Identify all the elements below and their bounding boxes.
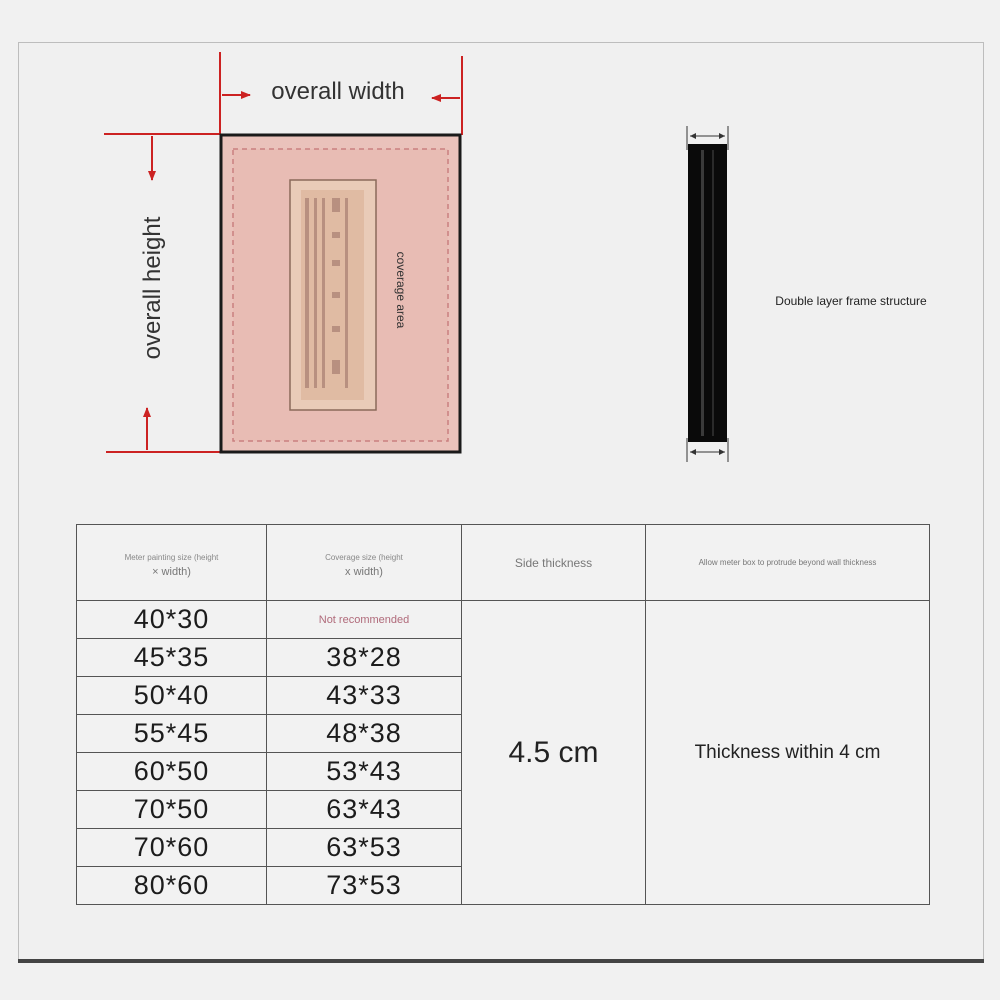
meter-size-cell: 70*50 xyxy=(77,791,267,829)
meter-size-cell: 60*50 xyxy=(77,753,267,791)
frame-profile xyxy=(687,126,728,462)
table-row xyxy=(77,601,930,639)
meter-size-cell: 55*45 xyxy=(77,715,267,753)
header-coverage-size: Coverage size (height x width) xyxy=(267,525,462,601)
size-spec-table xyxy=(76,524,930,905)
overall-height-label: overall height xyxy=(139,216,166,360)
overall-width-label: overall width xyxy=(271,78,405,105)
coverage-area-label: coverage area xyxy=(394,251,408,329)
header-meter-size: Meter painting size (height × width) xyxy=(77,525,267,601)
meter-size-cell: 50*40 xyxy=(77,677,267,715)
side-thickness-cell: 4.5 cm xyxy=(462,601,646,905)
coverage-size-cell: 38*28 xyxy=(267,639,462,677)
frame-structure-label: Double layer frame structure xyxy=(775,294,927,308)
meter-size-cell: 70*60 xyxy=(77,829,267,867)
coverage-size-cell: 63*43 xyxy=(267,791,462,829)
coverage-size-cell: Not recommended xyxy=(267,601,462,639)
bottom-divider xyxy=(18,959,984,963)
meter-size-cell: 40*30 xyxy=(77,601,267,639)
meter-size-cell: 45*35 xyxy=(77,639,267,677)
meter-window xyxy=(290,180,376,410)
coverage-size-cell: 63*53 xyxy=(267,829,462,867)
header-side-thickness: Side thickness xyxy=(462,525,646,601)
coverage-size-cell: 73*53 xyxy=(267,867,462,905)
allow-thickness-cell: Thickness within 4 cm xyxy=(646,601,930,905)
coverage-size-cell: 43*33 xyxy=(267,677,462,715)
coverage-size-cell: 53*43 xyxy=(267,753,462,791)
coverage-size-cell: 48*38 xyxy=(267,715,462,753)
table-header-row xyxy=(77,525,930,601)
header-allow-protrude: Allow meter box to protrude beyond wall thickness xyxy=(646,525,930,601)
meter-size-cell: 80*60 xyxy=(77,867,267,905)
